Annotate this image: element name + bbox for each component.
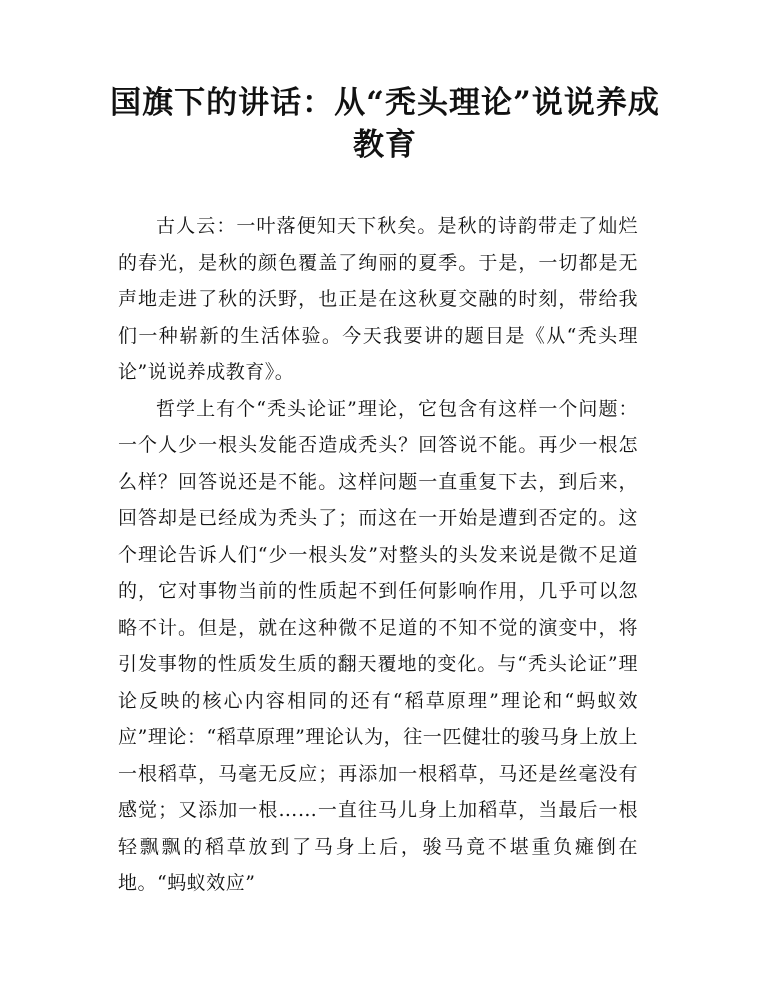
document-title: 国旗下的讲话：从“秃头理论”说说养成教育 (110, 85, 660, 163)
document-body (118, 208, 638, 902)
paragraph-2: 哲学上有个“秃头论证”理论，它包含有这样一个问题：一个人少一根头发能否造成秃头？回答说不能。再少一根怎么样？回答说还是不能。这样问题一直重复下去，到后来，回答却是已经成为秃头了；而这在一开始是遭到否定的。这个理论告诉人们“少一根头发”对整头的头发来说是微不足道的，它对事物当前的性质起不到任何影响作用，几乎可以忽略不计。但是，就在这种微不足道的不知不觉的演变中，将引发事物的性质发生质的翻天覆地的变化。与“秃头论证”理论反映的核心内容相同的还有“稻草原理”理论和“蚂蚁效应”理论：“稻草原理”理论认为，往一匹健壮的骏马身上放上一根稻草，马毫无反应；再添加一根稻草，马还是丝毫没有感觉；又添加一根……一直往马儿身上加稻草，当最后一根轻飘飘的稻草放到了马身上后，骏马竟不堪重负瘫倒在地。“蚂蚁效应” (118, 397, 638, 894)
paragraph-1: 古人云：一叶落便知天下秋矣。是秋的诗韵带走了灿烂的春光，是秋的颜色覆盖了绚丽的夏季。于是，一切都是无声地走进了秋的沃野，也正是在这秋夏交融的时刻，带给我们一种崭新的生活体验。今天我要讲的题目是《从“秃头理论”说说养成教育》。 (118, 215, 638, 383)
